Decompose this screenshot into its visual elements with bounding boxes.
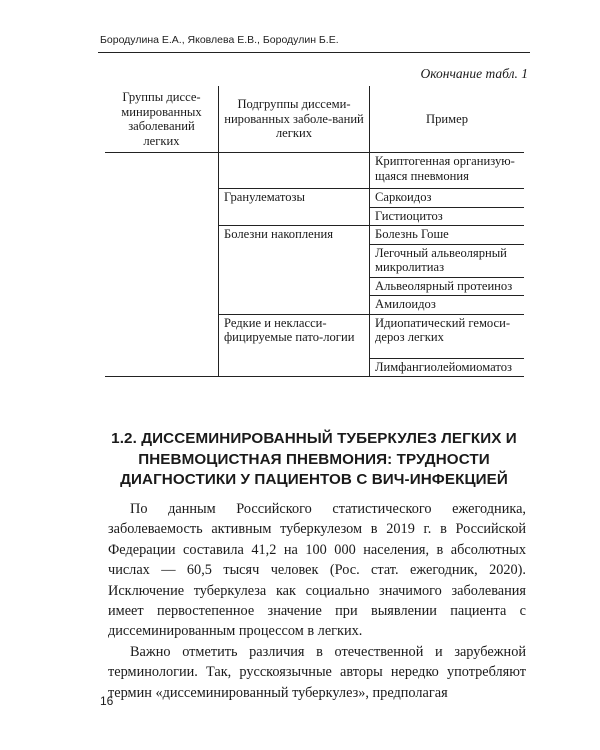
cell-example: Саркоидоз xyxy=(370,189,525,208)
cell-group xyxy=(105,358,219,377)
cell-subgroup: Гранулематозы xyxy=(219,189,370,208)
cell-group xyxy=(105,226,219,245)
table-header-row xyxy=(105,86,524,153)
cell-group xyxy=(105,296,219,315)
cell-subgroup: Болезни накопления xyxy=(219,226,370,245)
cell-example: Лимфангиолейомиоматоз xyxy=(370,358,525,377)
page-number: 16 xyxy=(100,694,114,708)
body-text xyxy=(108,499,526,703)
cell-group xyxy=(105,153,219,189)
cell-subgroup xyxy=(219,296,370,315)
table-row xyxy=(105,226,524,245)
running-header: Бородулина Е.А., Яковлева Е.В., Бородулин Б.Е. xyxy=(100,34,339,46)
cell-example: Идиопатический гемоси-дероз легких xyxy=(370,314,525,358)
table-row xyxy=(105,314,524,358)
table-row xyxy=(105,296,524,315)
cell-example: Амилоидоз xyxy=(370,296,525,315)
cell-subgroup xyxy=(219,358,370,377)
cell-subgroup: Редкие и некласси-фицируемые пато-логии xyxy=(219,314,370,358)
cell-example: Гистиоцитоз xyxy=(370,207,525,226)
table-row xyxy=(105,207,524,226)
cell-subgroup xyxy=(219,277,370,296)
header-rule xyxy=(98,52,530,53)
cell-subgroup xyxy=(219,207,370,226)
paragraph: По данным Российского статистического ежегодника, заболеваемость активным туберкулезом в 2019 г. в Российской Федерации составила 41,2 на 100 000 населения, в абсолютных числах — 60,5 тысяч человек (Рос. стат. ежегодник, 2020). Исключение туберкулеза как социально значимого заболевания имеет первостепенное значение при выявлении пациента с диссеминированным процессом в легких. xyxy=(108,501,526,640)
column-header-example: Пример xyxy=(370,86,525,153)
table-row xyxy=(105,244,524,277)
column-header-subgroup: Подгруппы диссеми-нированных заболе-ваний легких xyxy=(219,86,370,153)
table-row xyxy=(105,189,524,208)
cell-group xyxy=(105,207,219,226)
cell-subgroup xyxy=(219,244,370,277)
table-row xyxy=(105,358,524,377)
table-row xyxy=(105,153,524,189)
cell-example: Легочный альвеолярный микролитиаз xyxy=(370,244,525,277)
table-row xyxy=(105,277,524,296)
cell-example: Болезнь Гоше xyxy=(370,226,525,245)
column-header-group: Группы диссе-минированных заболеваний легких xyxy=(105,86,219,153)
cell-group xyxy=(105,244,219,277)
cell-group xyxy=(105,189,219,208)
cell-group xyxy=(105,314,219,358)
cell-group xyxy=(105,277,219,296)
section-title: 1.2. ДИССЕМИНИРОВАННЫЙ ТУБЕРКУЛЕЗ ЛЕГКИХ И ПНЕВМОЦИСТНАЯ ПНЕВМОНИЯ: ТРУДНОСТИ ДИАГНОСТИКИ У ПАЦИЕНТОВ С ВИЧ-ИНФЕКЦИЕЙ xyxy=(111,430,517,488)
cell-example: Криптогенная организую-щаяся пневмония xyxy=(370,153,525,189)
cell-subgroup xyxy=(219,153,370,189)
cell-example: Альвеолярный протеиноз xyxy=(370,277,525,296)
table-caption: Окончание табл. 1 xyxy=(420,66,528,81)
classification-table xyxy=(105,86,524,377)
paragraph: Важно отметить различия в отечественной и зарубежной терминологии. Так, русскоязычные авторы нередко употребляют термин «диссеминированный туберкулез», предполагая xyxy=(108,643,526,701)
